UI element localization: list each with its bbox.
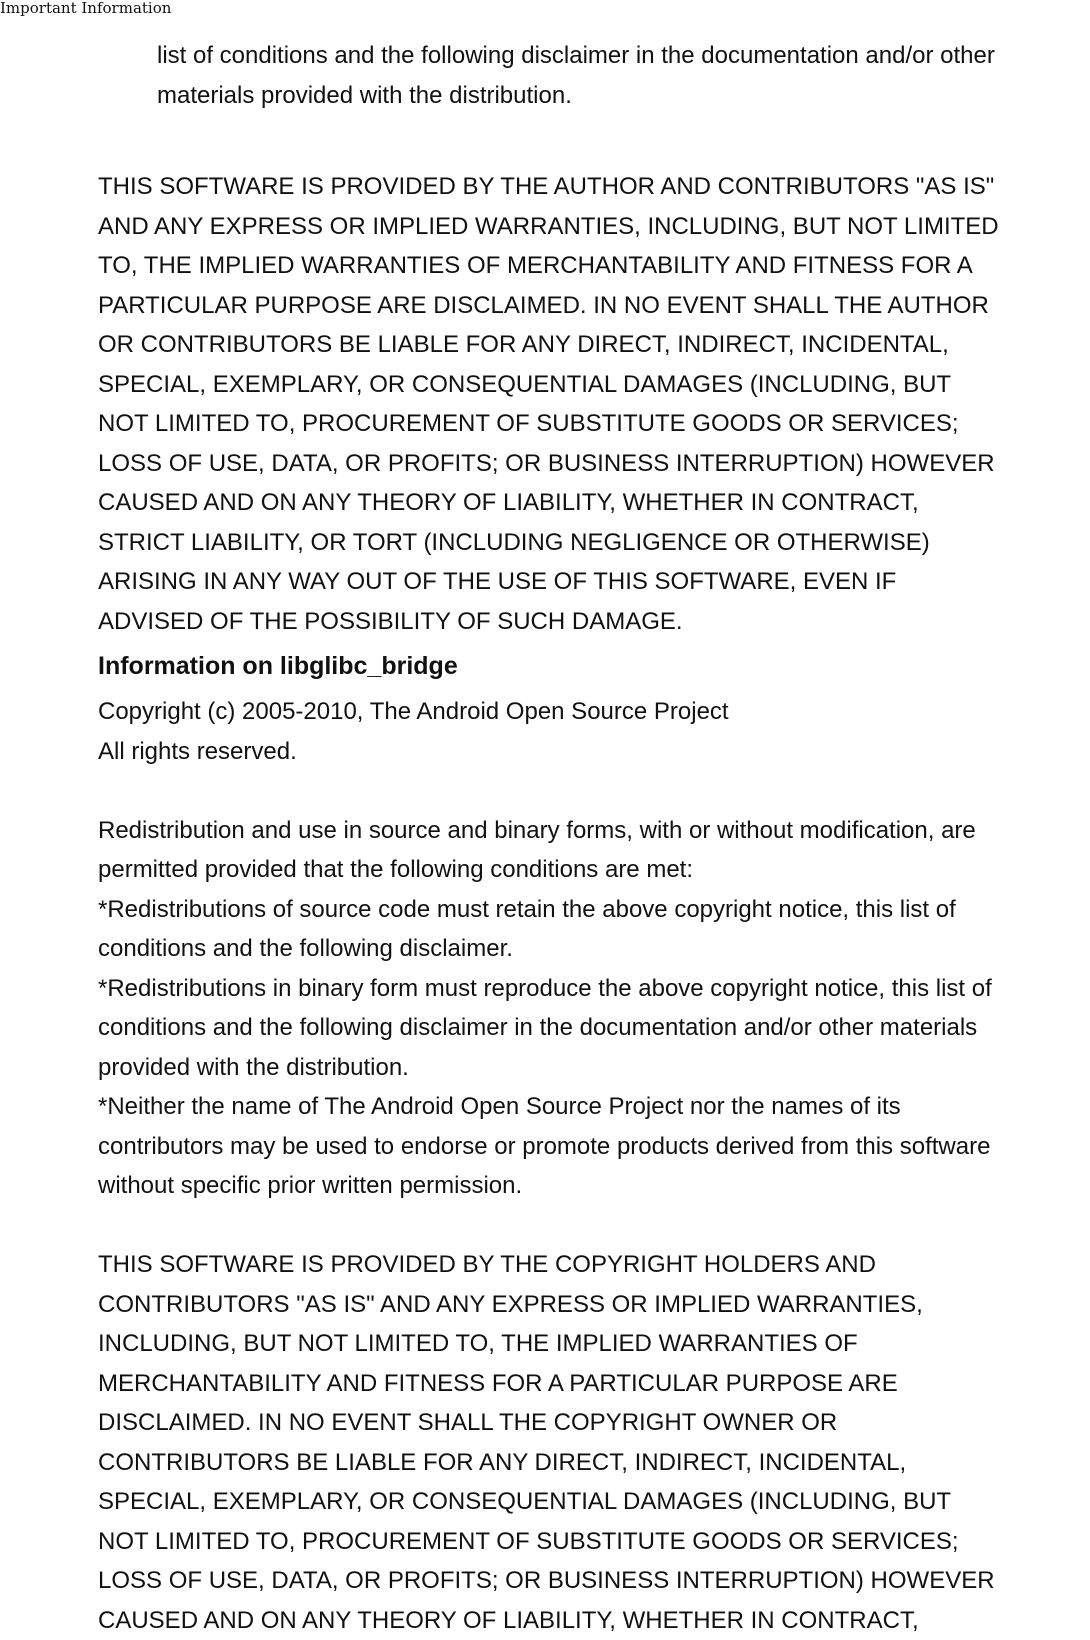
spacer xyxy=(98,1206,1088,1246)
document-body xyxy=(98,36,1088,1640)
disclaimer-paragraph-2: THIS SOFTWARE IS PROVIDED BY THE COPYRIGHT HOLDERS AND CONTRIBUTORS "AS IS" AND ANY EXPRESS OR IMPLIED WARRANTIES, INCLUDING, BUT NOT LIMITED TO, THE IMPLIED WARRANTIES OF MERCHANTABILITY AND FITNESS FOR A PARTICULAR PURPOSE ARE DISCLAIMED. IN NO EVENT SHALL THE COPYRIGHT OWNER OR CONTRIBUTORS BE LIABLE FOR ANY DIRECT, INDIRECT, INCIDENTAL, SPECIAL, EXEMPLARY, OR CONSEQUENTIAL DAMAGES (INCLUDING, BUT NOT LIMITED TO, PROCUREMENT OF SUBSTITUTE GOODS OR SERVICES; LOSS OF USE, DATA, OR PROFITS; OR BUSINESS INTERRUPTION) HOWEVER CAUSED AND ON ANY THEORY OF LIABILITY, WHETHER IN CONTRACT, xyxy=(98,1251,995,1634)
spacer xyxy=(98,771,1088,811)
page-header-title: Important Information xyxy=(0,0,172,17)
intro-continued-paragraph: list of conditions and the following disclaimer in the documentation and/or other materials provided with the distribution. xyxy=(157,42,995,109)
spacer xyxy=(98,115,1088,167)
disclaimer-paragraph-1: THIS SOFTWARE IS PROVIDED BY THE AUTHOR AND CONTRIBUTORS "AS IS" AND ANY EXPRESS OR IMPLIED WARRANTIES, INCLUDING, BUT NOT LIMITED TO, THE IMPLIED WARRANTIES OF MERCHANTABILITY AND FITNESS FOR A PARTICULAR PURPOSE ARE DISCLAIMED. IN NO EVENT SHALL THE AUTHOR OR CONTRIBUTORS BE LIABLE FOR ANY DIRECT, INDIRECT, INCIDENTAL, SPECIAL, EXEMPLARY, OR CONSEQUENTIAL DAMAGES (INCLUDING, BUT NOT LIMITED TO, PROCUREMENT OF SUBSTITUTE GOODS OR SERVICES; LOSS OF USE, DATA, OR PROFITS; OR BUSINESS INTERRUPTION) HOWEVER CAUSED AND ON ANY THEORY OF LIABILITY, WHETHER IN CONTRACT, STRICT LIABILITY, OR TORT (INCLUDING NEGLIGENCE OR OTHERWISE) ARISING IN ANY WAY OUT OF THE USE OF THIS SOFTWARE, EVEN IF ADVISED OF THE POSSIBILITY OF SUCH DAMAGE. xyxy=(98,173,999,635)
license-conditions-paragraph: Redistribution and use in source and binary forms, with or without modification, are permitted provided that the following conditions are met: *Redistributions of source code must retain the above copyright notice, this list of conditions and the following disclaimer. *Redistributions in binary form must reproduce the above copyright notice, this list of conditions and the following disclaimer in the documentation and/or other materials provided with the distribution. *Neither the name of The Android Open Source Project nor the names of its contributors may be used to endorse or promote products derived from this software without specific prior written permission. xyxy=(98,816,992,1199)
section-heading: Information on libglibc_bridge xyxy=(98,652,458,680)
copyright-paragraph: Copyright (c) 2005-2010, The Android Open Source Project All rights reserved. xyxy=(98,698,729,765)
